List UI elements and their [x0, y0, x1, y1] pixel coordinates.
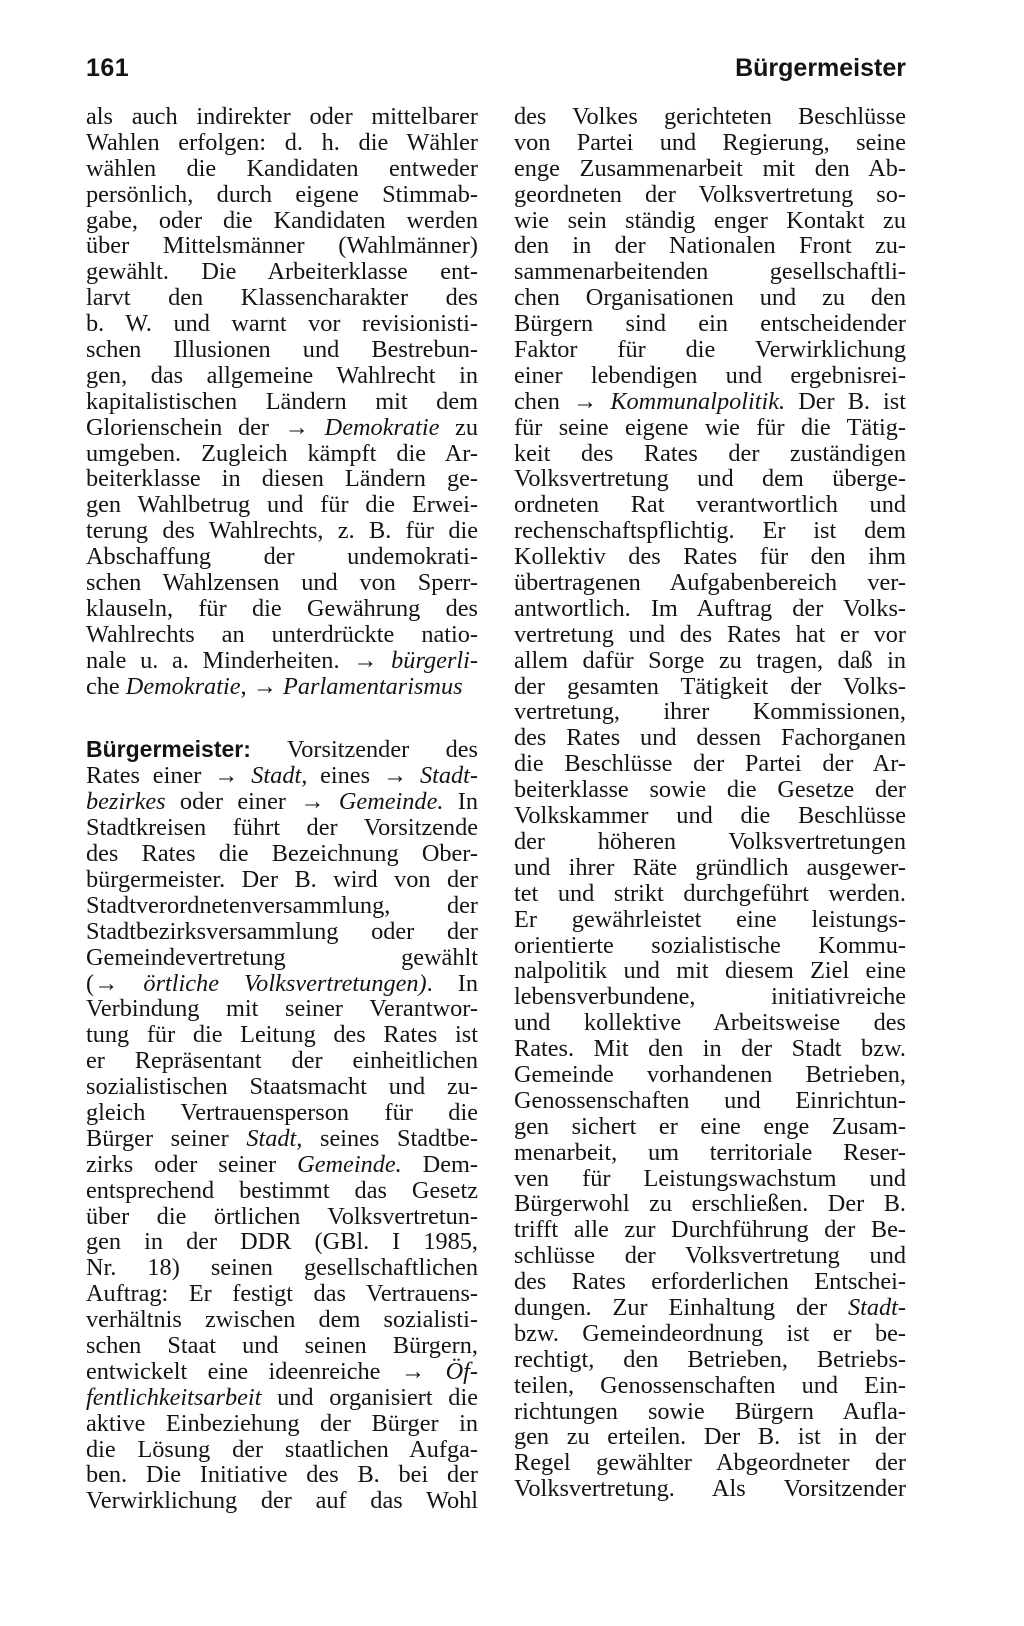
text-line: schlüsse der Volksvertretung und [514, 1242, 906, 1270]
text-line: Genossenschaften und Einrichtun- [514, 1086, 906, 1114]
page-number: 161 [86, 54, 130, 82]
text-line: und kollektive Arbeitsweise des [514, 1009, 906, 1037]
text-line: orientierte sozialistische Kommu- [514, 931, 906, 959]
text-line: als auch indirekter oder mittelbarer [86, 103, 478, 130]
text-line: trifft alle zur Durchführung der Be- [514, 1216, 906, 1244]
text-line: umgeben. Zugleich kämpft die Ar- [86, 439, 478, 467]
text-line: des Rates die Bezeichnung Ober- [86, 840, 478, 868]
text-line: ordneten Rat verantwortlich und [514, 491, 906, 519]
text-line: gen Wahlbetrug und für die Erwei- [86, 491, 478, 519]
text-line: wählen die Kandidaten entweder [86, 154, 478, 182]
text-line: antwortlich. Im Auftrag der Volks- [514, 594, 906, 622]
text-line: Nr. 18) seinen gesellschaftlichen [86, 1254, 478, 1282]
text-line: einer lebendigen und ergebnisrei- [514, 361, 906, 389]
entry-buergermeister-continuation [514, 104, 906, 1502]
text-line: rechtigt, den Betrieben, Betriebs- [514, 1345, 906, 1373]
text-line: gen, das allgemeine Wahlrecht in [86, 361, 478, 389]
text-line: vertretung und des Rates hat er vor [514, 620, 906, 648]
text-line: larvt den Klassencharakter des [86, 284, 478, 312]
text-line: der höheren Volksvertretungen [514, 827, 906, 855]
text-line [86, 737, 478, 763]
text-line: über die örtlichen Volksvertretun- [86, 1202, 478, 1230]
text-line: gabe, oder die Kandidaten werden [86, 206, 478, 234]
text-line: gen zu erteilen. Der B. ist in der [514, 1423, 906, 1451]
text-line: nale u. a. Minderheiten. → bürgerli- [86, 646, 478, 674]
text-line: Glorienschein der → Demokratie zu [86, 413, 478, 441]
text-line: und ihrer Räte gründlich ausgewer- [514, 853, 906, 881]
text-line: chen Organisationen und zu den [514, 284, 906, 312]
text-line: Regel gewählter Abgeordneter der [514, 1449, 906, 1477]
text-line: gen sichert er eine enge Zusam- [514, 1112, 906, 1140]
text-line: Kollektiv des Rates für den ihm [514, 543, 906, 571]
text-line: ben. Die Initiative des B. bei der [86, 1461, 478, 1489]
text-line: bürgermeister. Der B. wird von der [86, 865, 478, 893]
text-line: Bürgern sind ein entscheidender [514, 310, 906, 338]
text-line: Rates einer → Stadt, eines → Stadt- [86, 762, 478, 790]
text-line: entwickelt eine ideenreiche → Öf- [86, 1357, 478, 1385]
text-line: von Partei und Regierung, seine [514, 128, 906, 156]
text-line: Volksvertretung und dem überge- [514, 465, 906, 493]
text-line: tung für die Leitung des Rates ist [86, 1021, 478, 1049]
text-line: kapitalistischen Ländern mit dem [86, 387, 478, 415]
text-line: des Rates erforderlichen Entschei- [514, 1268, 906, 1296]
right-column [514, 104, 906, 1502]
text-line: vertretung, ihrer Kommissionen, [514, 698, 906, 726]
text-line: Wahlrechts an unterdrückte natio- [86, 620, 478, 648]
text-line: gen in der DDR (GBl. I 1985, [86, 1228, 478, 1256]
text-line: klauseln, für die Gewährung des [86, 594, 478, 622]
text-line: Gemeindevertretung gewählt [86, 943, 478, 971]
text-line: gewählt. Die Arbeiterklasse ent- [86, 258, 478, 286]
text-line: tet und strikt durchgeführt werden. [514, 879, 906, 907]
text-line: sozialistischen Staatsmacht und zu- [86, 1073, 478, 1101]
text-line: die Lösung der staatlichen Aufga- [86, 1435, 478, 1463]
text-line-content: Vorsitzender des [286, 736, 478, 764]
text-line: übertragenen Aufgabenbereich ver- [514, 569, 906, 597]
text-line: Verwirklichung der auf das Wohl [86, 1487, 478, 1515]
text-line: menarbeit, um territoriale Reser- [514, 1138, 906, 1166]
text-line: bezirkes oder einer → Gemeinde. In [86, 788, 478, 816]
text-line: bzw. Gemeindeordnung ist er be- [514, 1319, 906, 1347]
text-line: beiterklasse sowie die Gesetze der [514, 776, 906, 804]
text-line: sammenarbeitenden gesellschaftli- [514, 258, 906, 286]
text-line: dungen. Zur Einhaltung der Stadt- [514, 1293, 906, 1321]
text-line: gleich Vertrauensperson für die [86, 1098, 478, 1126]
text-line: des Volkes gerichteten Beschlüsse [514, 103, 906, 130]
text-line: Volksvertretung. Als Vorsitzender [514, 1475, 906, 1503]
text-line: er Repräsentant der einheitlichen [86, 1047, 478, 1075]
text-line: Wahlen erfolgen: d. h. die Wähler [86, 128, 478, 156]
text-line: lebensverbundene, initiativreiche [514, 983, 906, 1011]
text-line: persönlich, durch eigene Stimmab- [86, 180, 478, 208]
text-line: den in der Nationalen Front zu- [514, 232, 906, 260]
previous-entry-continuation [86, 104, 478, 699]
text-line: keit des Rates der zuständigen [514, 439, 906, 467]
text-line: Rates. Mit den in der Stadt bzw. [514, 1035, 906, 1063]
text-line: richtungen sowie Bürgern Aufla- [514, 1397, 906, 1425]
text-line: schen Illusionen und Bestrebun- [86, 336, 478, 364]
text-line: chen → Kommunalpolitik. Der B. ist [514, 387, 906, 415]
text-line: b. W. und warnt vor revisionisti- [86, 310, 478, 338]
text-line: schen Wahlzensen und von Sperr- [86, 569, 478, 597]
text-line: Bürger seiner Stadt, seines Stadtbe- [86, 1124, 478, 1152]
text-line: nalpolitik und mit diesem Ziel eine [514, 957, 906, 985]
text-line: verhältnis zwischen dem sozialisti- [86, 1306, 478, 1334]
text-line: ven für Leistungswachstum und [514, 1164, 906, 1192]
text-line: Verbindung mit seiner Verantwor- [86, 995, 478, 1023]
entry-spacer [86, 699, 478, 737]
text-line: zirks oder seiner Gemeinde. Dem- [86, 1150, 478, 1178]
text-line: Abschaffung der undemokrati- [86, 543, 478, 571]
text-line: aktive Einbeziehung der Bürger in [86, 1409, 478, 1437]
text-line: Er gewährleistet eine leistungs- [514, 905, 906, 933]
text-line: geordneten der Volksvertretung so- [514, 180, 906, 208]
text-line: Stadtbezirksversammlung oder der [86, 917, 478, 945]
text-line: (→ örtliche Volksvertretungen). In [86, 969, 479, 997]
text-line: allem dafür Sorge zu tragen, daß in [514, 646, 906, 674]
text-line: schen Staat und seinen Bürgern, [86, 1331, 478, 1359]
text-line: terung des Wahlrechts, z. B. für die [86, 517, 478, 545]
text-line: teilen, Genossenschaften und Ein- [514, 1371, 906, 1399]
text-line: Auftrag: Er festigt das Vertrauens- [86, 1280, 478, 1308]
text-line: die Beschlüsse der Partei der Ar- [514, 750, 906, 778]
text-line: Stadtverordnetenversammlung, der [86, 891, 478, 919]
text-line: für seine eigene wie für die Tätig- [514, 413, 906, 441]
text-line: Bürgerwohl zu erschließen. Der B. [514, 1190, 906, 1218]
text-line: der gesamten Tätigkeit der Volks- [514, 672, 906, 700]
text-line: fentlichkeitsarbeit und organisiert die [86, 1383, 478, 1411]
text-line: Stadtkreisen führt der Vorsitzende [86, 814, 478, 842]
text-line: che Demokratie, → Parlamentarismus [86, 672, 463, 700]
running-title: Bürgermeister [735, 54, 906, 82]
entry-buergermeister [86, 737, 478, 1514]
text-line: rechenschaftspflichtig. Er ist dem [514, 517, 906, 545]
text-line: wie sein ständig enger Kontakt zu [514, 206, 906, 234]
entry-headword: Bürgermeister: [86, 736, 251, 763]
text-line: über Mittelsmänner (Wahlmänner) [86, 232, 478, 260]
text-line: Gemeinde vorhandenen Betrieben, [514, 1060, 906, 1088]
left-column [86, 104, 478, 1514]
text-line: des Rates und dessen Fachorganen [514, 724, 906, 752]
text-line: entsprechend bestimmt das Gesetz [86, 1176, 478, 1204]
text-line: beiterklasse in diesen Ländern ge- [86, 465, 478, 493]
text-line: enge Zusammenarbeit mit den Ab- [514, 154, 906, 182]
text-line: Volkskammer und die Beschlüsse [514, 802, 906, 830]
text-line: Faktor für die Verwirklichung [514, 336, 906, 364]
